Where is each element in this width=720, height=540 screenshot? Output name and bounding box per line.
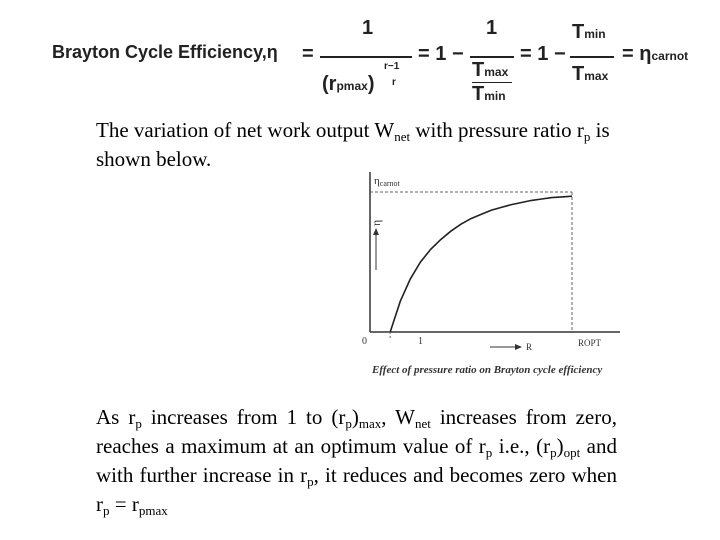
t-max-1: Tmax	[472, 59, 509, 81]
y-axis-label: η	[369, 219, 383, 226]
t-min-1: Tmin	[472, 83, 506, 105]
fraction-bar-3	[570, 56, 614, 58]
equals-sign-3: = 1 −	[520, 43, 566, 65]
efficiency-chart	[350, 160, 640, 390]
fraction-bar-2	[470, 56, 514, 58]
equals-sign-2: = 1 −	[418, 43, 464, 65]
x-tick-label-1: 1	[418, 336, 423, 347]
r-pmax: (rpmax)	[322, 73, 375, 95]
chart-caption: Effect of pressure ratio on Brayton cycle efficiency	[372, 364, 603, 376]
intro-paragraph: The variation of net work output $W_{net}$ with pressure ratio $r_p$ is shown below.	[96, 118, 610, 171]
t-max-2: Tmax	[572, 63, 609, 85]
numerator-one-2: 1	[486, 17, 498, 39]
asymptote-label: ηcarnot	[374, 175, 400, 188]
equation-label: Brayton Cycle Efficiency,η	[52, 42, 278, 62]
x-tick-label-0: 0	[362, 336, 367, 347]
x-tick-label-ropt: ROPT	[578, 338, 602, 348]
fraction-bar-1	[320, 56, 412, 58]
efficiency-equation	[52, 12, 692, 104]
y-arrow-head	[373, 228, 379, 235]
equals-sign-4: = ηcarnot	[622, 43, 689, 65]
exponent-numerator: r−1	[384, 61, 400, 72]
conclusion-paragraph: As $r_p$ increases from 1 to $(r_p)_{max}$, $W_{net}$ increases from zero, reaches a maximum at an optimum value of $r_p$ i.e., $(r_p)_{opt}$ and with further increase in $r_p$, it reduces and becomes zero when $r_p = r_{pmax}$	[96, 405, 617, 518]
x-arrow-head	[515, 344, 522, 350]
x-axis-label: R	[526, 342, 533, 352]
efficiency-curve	[390, 196, 572, 332]
numerator-one-1: 1	[362, 17, 374, 39]
t-min-2: Tmin	[572, 21, 606, 43]
equals-sign-1: =	[302, 43, 314, 65]
exponent-denominator: r	[392, 77, 396, 88]
